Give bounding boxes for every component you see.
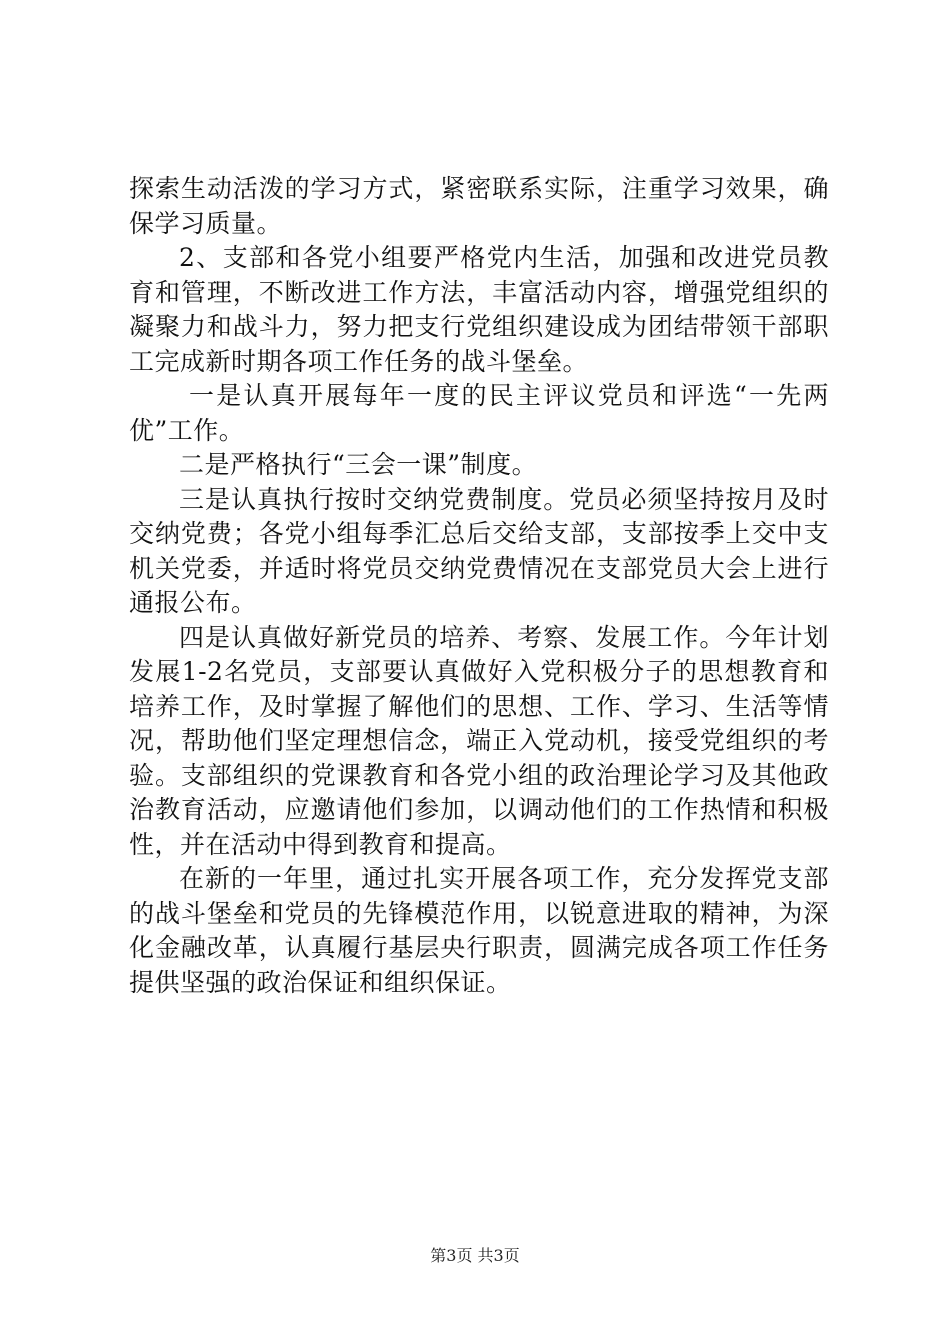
page-number-label: 第3页 共3页 — [430, 1246, 520, 1265]
page-footer — [0, 1243, 950, 1266]
paragraph-point-3: 三是认真执行按时交纳党费制度。党员必须坚持按月及时交纳党费；各党小组每季汇总后交给支部，支部按季上交中支机关党委，并适时将党员交纳党费情况在支部党员大会上进行通报公布。 — [129, 484, 829, 617]
paragraph-continuation: 探索生动活泼的学习方式，紧密联系实际，注重学习效果，确保学习质量。 — [129, 174, 829, 238]
paragraph-item-2: 2、支部和各党小组要严格党内生活，加强和改进党员教育和管理，不断改进工作方法，丰富活动内容，增强党组织的凝聚力和战斗力，努力把支行党组织建设成为团结带领干部职工完成新时期各项工作任务的战斗堡垒。 — [129, 243, 829, 376]
paragraph-point-4: 四是认真做好新党员的培养、考察、发展工作。今年计划发展1-2名党员，支部要认真做好入党积极分子的思想教育和培养工作，及时掌握了解他们的思想、工作、学习、生活等情况，帮助他们坚定理想信念，端正入党动机，接受党组织的考验。支部组织的党课教育和各党小组的政治理论学习及其他政治教育活动，应邀请他们参加，以调动他们的工作热情和积极性，并在活动中得到教育和提高。 — [129, 622, 829, 859]
document-body — [129, 172, 829, 1000]
paragraph-conclusion: 在新的一年里，通过扎实开展各项工作，充分发挥党支部的战斗堡垒和党员的先锋模范作用，以锐意进取的精神，为深化金融改革，认真履行基层央行职责，圆满完成各项工作任务提供坚强的政治保证和组织保证。 — [129, 864, 829, 997]
paragraph-point-2: 二是严格执行“三会一课”制度。 — [179, 450, 538, 479]
paragraph-point-1: 一是认真开展每年一度的民主评议党员和评选“一先两优”工作。 — [129, 381, 829, 445]
